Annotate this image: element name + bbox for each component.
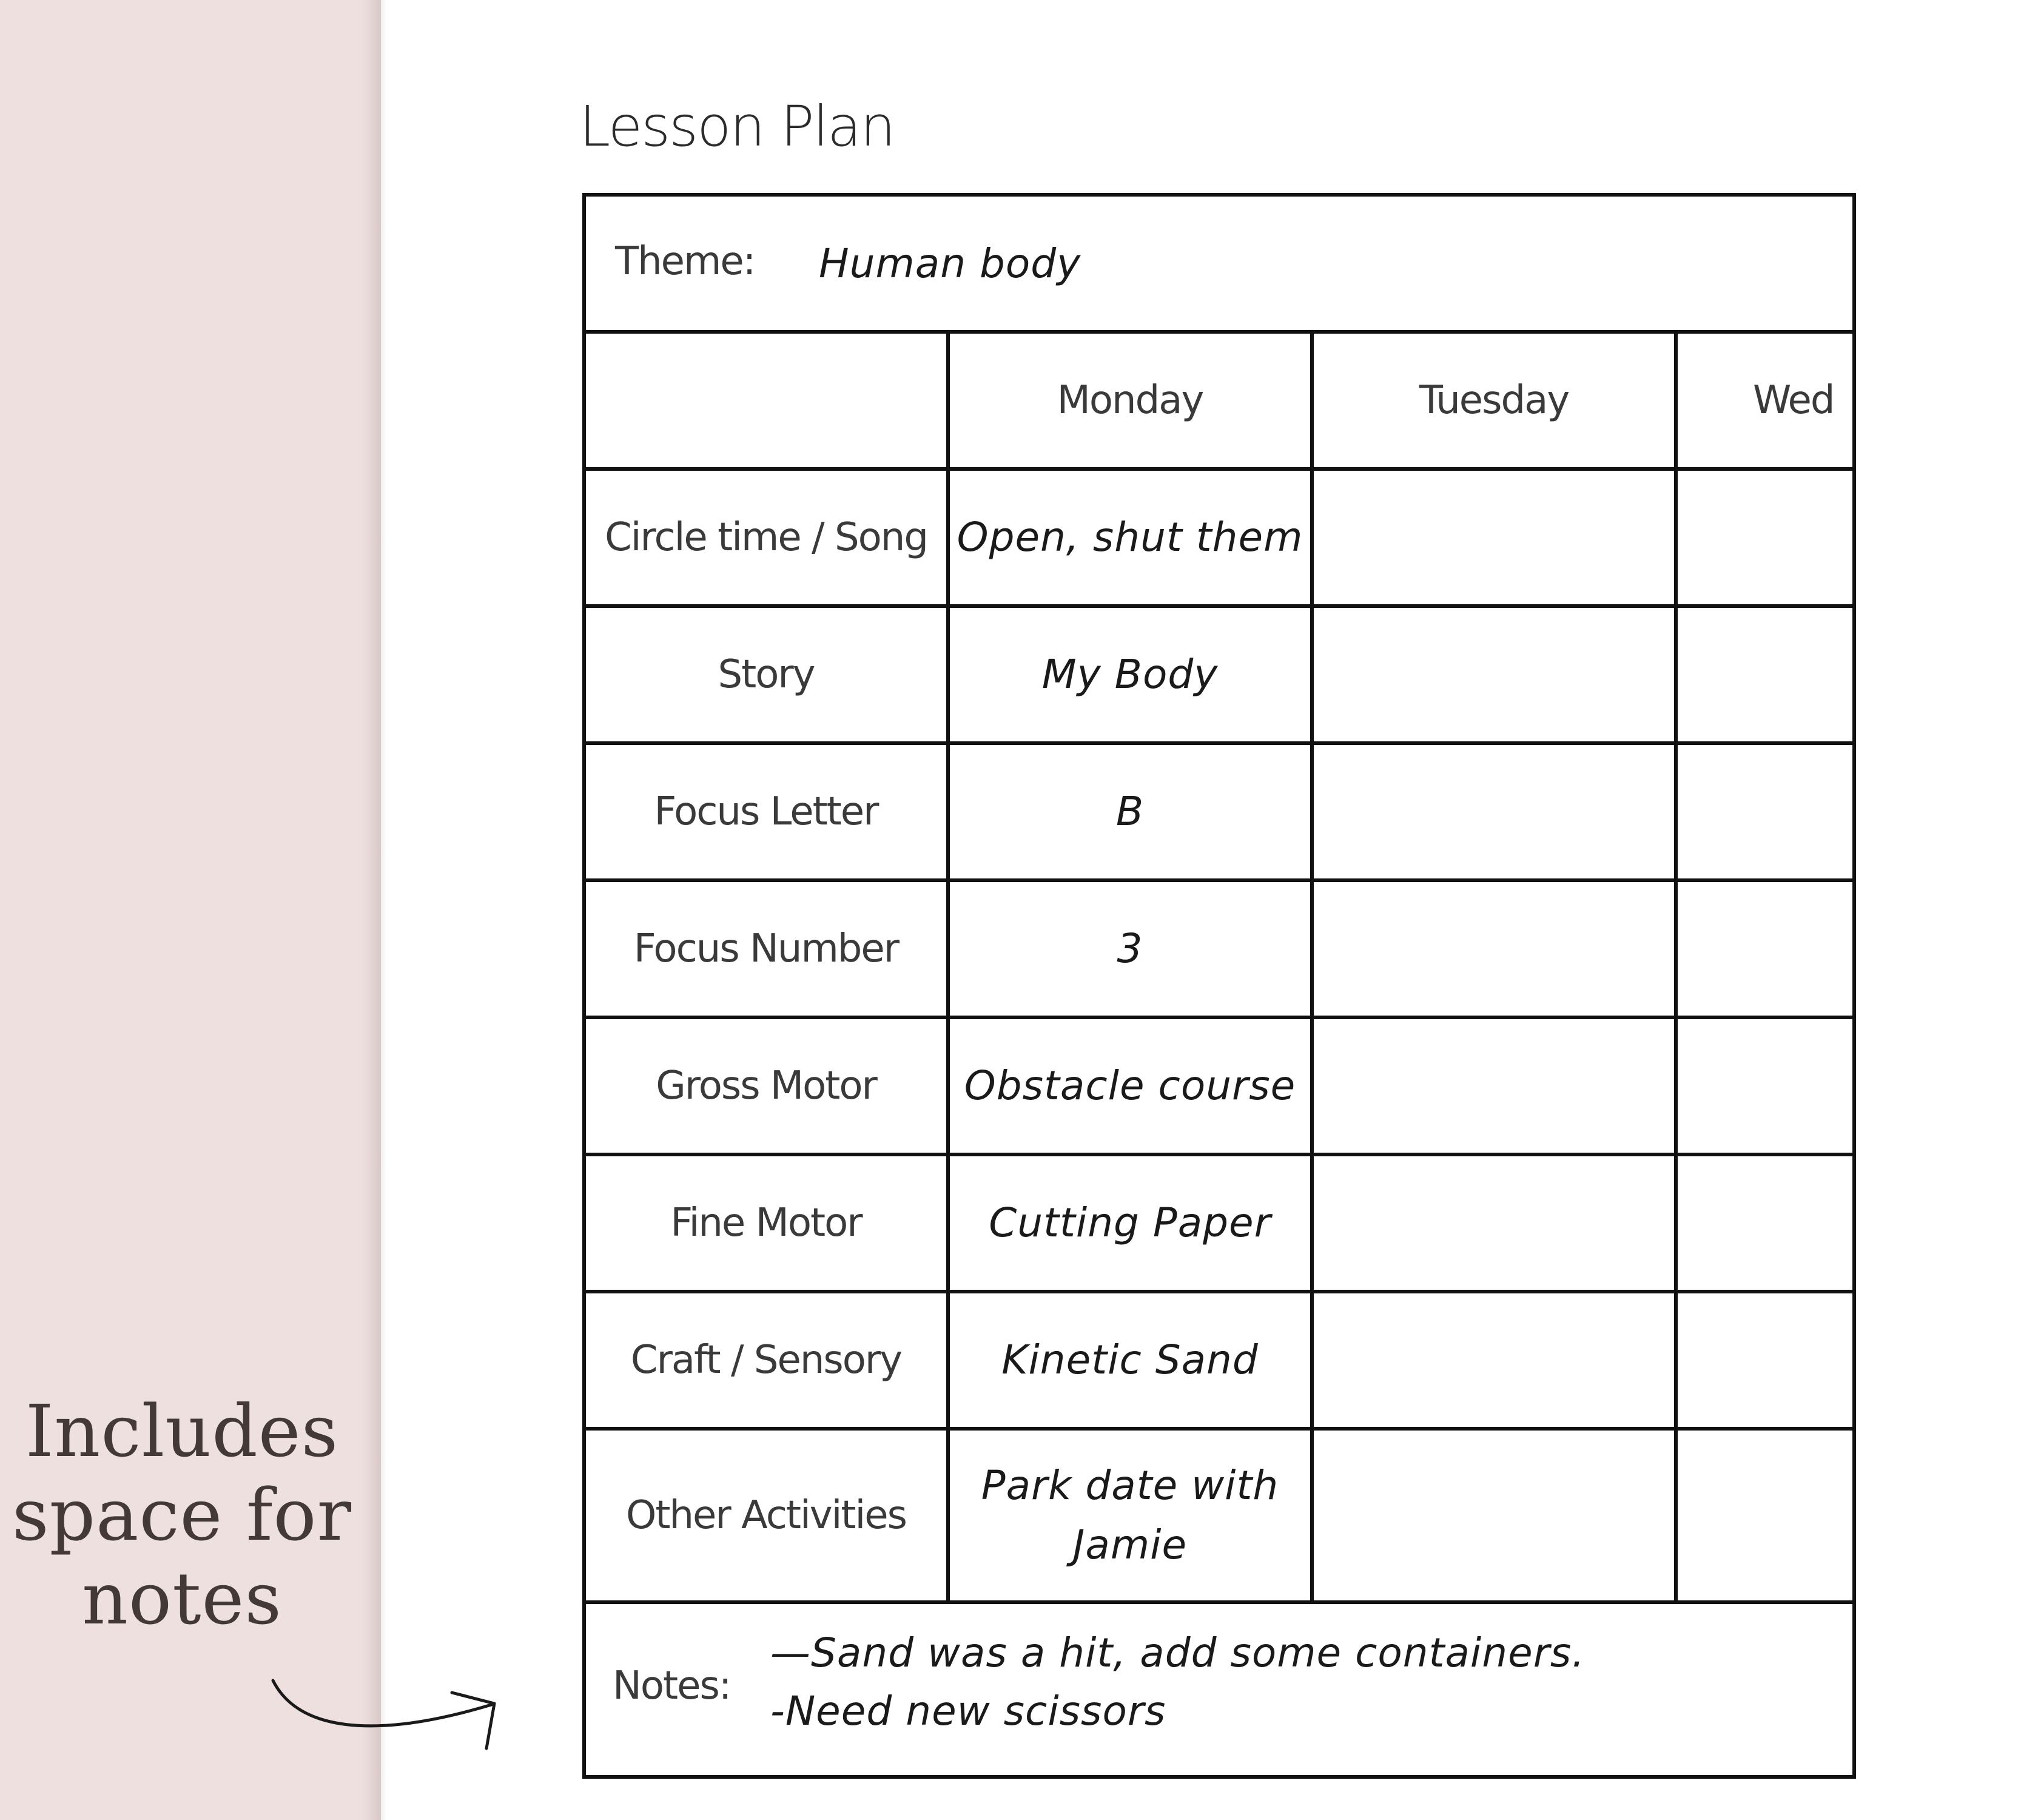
monday-fine-motor	[950, 1156, 1310, 1290]
row-label: Focus Number	[633, 926, 899, 971]
row-label-focus-number	[586, 882, 946, 1016]
monday-other-activities	[950, 1431, 1310, 1600]
monday-focus-number	[950, 882, 1310, 1016]
theme-value: Human body	[819, 240, 1081, 287]
monday-focus-letter	[950, 745, 1310, 878]
row-label: Fine Motor	[670, 1201, 862, 1245]
notes-label: Notes:	[613, 1663, 731, 1708]
day-label: Monday	[1057, 378, 1203, 423]
entry-text: Cutting Paper	[989, 1199, 1271, 1246]
day-header-monday	[950, 334, 1310, 467]
monday-craft-sensory	[950, 1293, 1310, 1427]
monday-circle-time	[950, 471, 1310, 604]
entry-text-line-1: Park date with	[981, 1462, 1279, 1509]
notes-line-1: —Sand was a hit, add some containers.	[770, 1630, 1586, 1676]
row-label-craft-sensory	[586, 1293, 946, 1427]
day-label: Wed	[1753, 378, 1834, 423]
row-label-circle-time	[586, 471, 946, 604]
row-label: Gross Motor	[656, 1063, 876, 1108]
row-label-gross-motor	[586, 1019, 946, 1153]
row-label: Circle time / Song	[605, 515, 927, 560]
callout-text	[0, 1389, 364, 1640]
column-divider	[1310, 330, 1314, 1604]
row-label-focus-letter	[586, 745, 946, 878]
day-label: Tuesday	[1419, 378, 1569, 423]
notes-line-2: -Need new scissors	[770, 1688, 1166, 1734]
entry-text: My Body	[1041, 651, 1219, 698]
sidebar-shadow	[362, 0, 381, 1820]
entry-text: Open, shut them	[957, 514, 1303, 561]
entry-text: 3	[1117, 925, 1143, 972]
row-label-story	[586, 608, 946, 741]
row-label-other-activities	[586, 1431, 946, 1600]
row-label: Other Activities	[625, 1493, 907, 1538]
callout-line-1: Includes	[25, 1389, 339, 1473]
page-edge	[381, 0, 387, 1820]
row-label: Focus Letter	[654, 789, 878, 834]
entry-text-line-2: Jamie	[1072, 1522, 1188, 1568]
row-divider	[586, 1600, 1852, 1604]
day-header-wednesday	[1678, 334, 2038, 467]
monday-gross-motor	[950, 1019, 1310, 1153]
entry-text: Obstacle course	[964, 1062, 1296, 1109]
theme-label: Theme:	[615, 239, 755, 284]
callout-line-3: notes	[82, 1557, 282, 1640]
entry-text: Kinetic Sand	[1001, 1336, 1259, 1383]
page-title: Lesson Plan	[579, 94, 895, 159]
lesson-plan-table	[582, 193, 1856, 1779]
column-divider	[1674, 330, 1678, 1604]
row-label: Story	[718, 652, 815, 697]
callout-line-2: space for	[12, 1473, 352, 1557]
curved-arrow-icon	[261, 1662, 503, 1765]
row-label: Craft / Sensory	[630, 1338, 902, 1383]
entry-text: B	[1115, 788, 1145, 835]
row-label-fine-motor	[586, 1156, 946, 1290]
day-header-tuesday	[1314, 334, 1674, 467]
monday-story	[950, 608, 1310, 741]
